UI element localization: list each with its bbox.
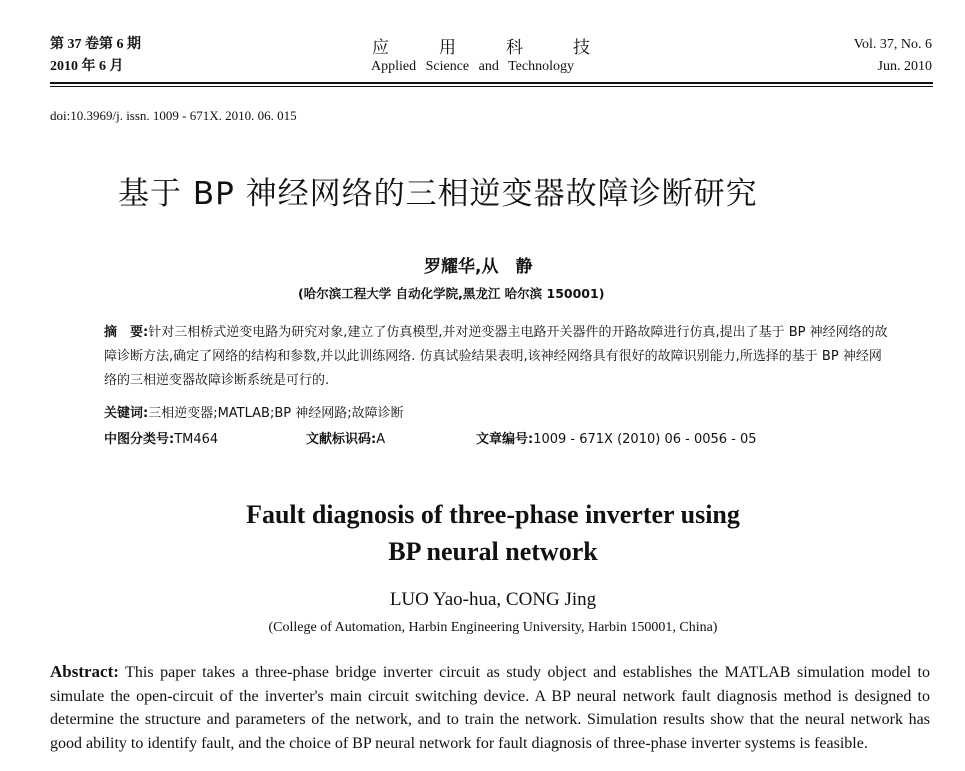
cn-doccode: [306, 428, 385, 447]
cn-affiliation: (哈尔滨工程大学 自动化学院,黑龙江 哈尔滨 150001): [298, 286, 605, 301]
cn-article-value: 1009 - 671X (2010) 06 - 0056 - 05: [533, 432, 757, 447]
cn-keywords: [104, 402, 404, 421]
cn-article-label: 文章编号:: [476, 432, 534, 447]
en-title: [0, 496, 965, 570]
journal-title-cn: 应用科技: [372, 38, 640, 58]
cn-authors: 罗耀华,从 静: [424, 257, 533, 277]
en-affiliation: (College of Automation, Harbin Engineering University, Harbin 150001, China): [268, 620, 718, 635]
issue-cn: 第 37 卷第 6 期: [50, 37, 141, 52]
cn-article-no: [476, 428, 757, 447]
cn-clc-value: TM464: [174, 432, 219, 447]
en-title-line2: BP neural network: [388, 537, 598, 566]
en-abstract-label: Abstract:: [50, 662, 119, 681]
volume-en: Vol. 37, No. 6: [853, 37, 932, 52]
en-title-line1: Fault diagnosis of three-phase inverter using: [246, 500, 740, 529]
cn-clc-label: 中图分类号:: [104, 432, 175, 447]
cn-title: 基于 BP 神经网络的三相逆变器故障诊断研究: [118, 176, 758, 212]
journal-title-en: Applied Science and Technology: [371, 59, 574, 74]
en-abstract-text: This paper takes a three-phase bridge inverter circuit as study object and establishes the MATLAB simulation model to simulate the open-circuit of the inverter's main circuit switching device. A BP neural network fault diagnosis method is designed to determine the structure and parameters of the network, and to train the network. Simulation results show that the neural network has good ability to identify fault, and the choice of BP neural network for fault diagnosis of three-phase inverter systems is feasible.: [50, 664, 930, 752]
header-rule-thick: [50, 82, 933, 84]
cn-abstract-label: 摘 要:: [104, 325, 149, 340]
cn-doccode-label: 文献标识码:: [306, 432, 377, 447]
date-en: Jun. 2010: [877, 59, 932, 74]
en-authors: LUO Yao-hua, CONG Jing: [389, 589, 597, 610]
en-abstract: [50, 660, 930, 755]
cn-abstract: [104, 321, 894, 393]
date-cn: 2010 年 6 月: [50, 59, 124, 74]
header-rule-thin: [50, 86, 933, 87]
cn-clc: [104, 428, 218, 447]
cn-keywords-text: 三相逆变器;MATLAB;BP 神经网路;故障诊断: [148, 406, 404, 421]
cn-keywords-label: 关键词:: [104, 406, 149, 421]
cn-doccode-value: A: [376, 432, 386, 447]
doi: doi:10.3969/j. issn. 1009 - 671X. 2010. 06. 015: [50, 108, 297, 123]
cn-abstract-text: 针对三相桥式逆变电路为研究对象,建立了仿真模型,并对逆变器主电路开关器件的开路故障进行仿真,提出了基于 BP 神经网络的故障诊断方法,确定了网络的结构和参数,并以此训练网络. 仿真试验结果表明,该神经网络具有很好的故障识别能力,所选择的基于 BP 神经网络的三相逆变器故障诊断系统是可行的.: [104, 325, 888, 388]
